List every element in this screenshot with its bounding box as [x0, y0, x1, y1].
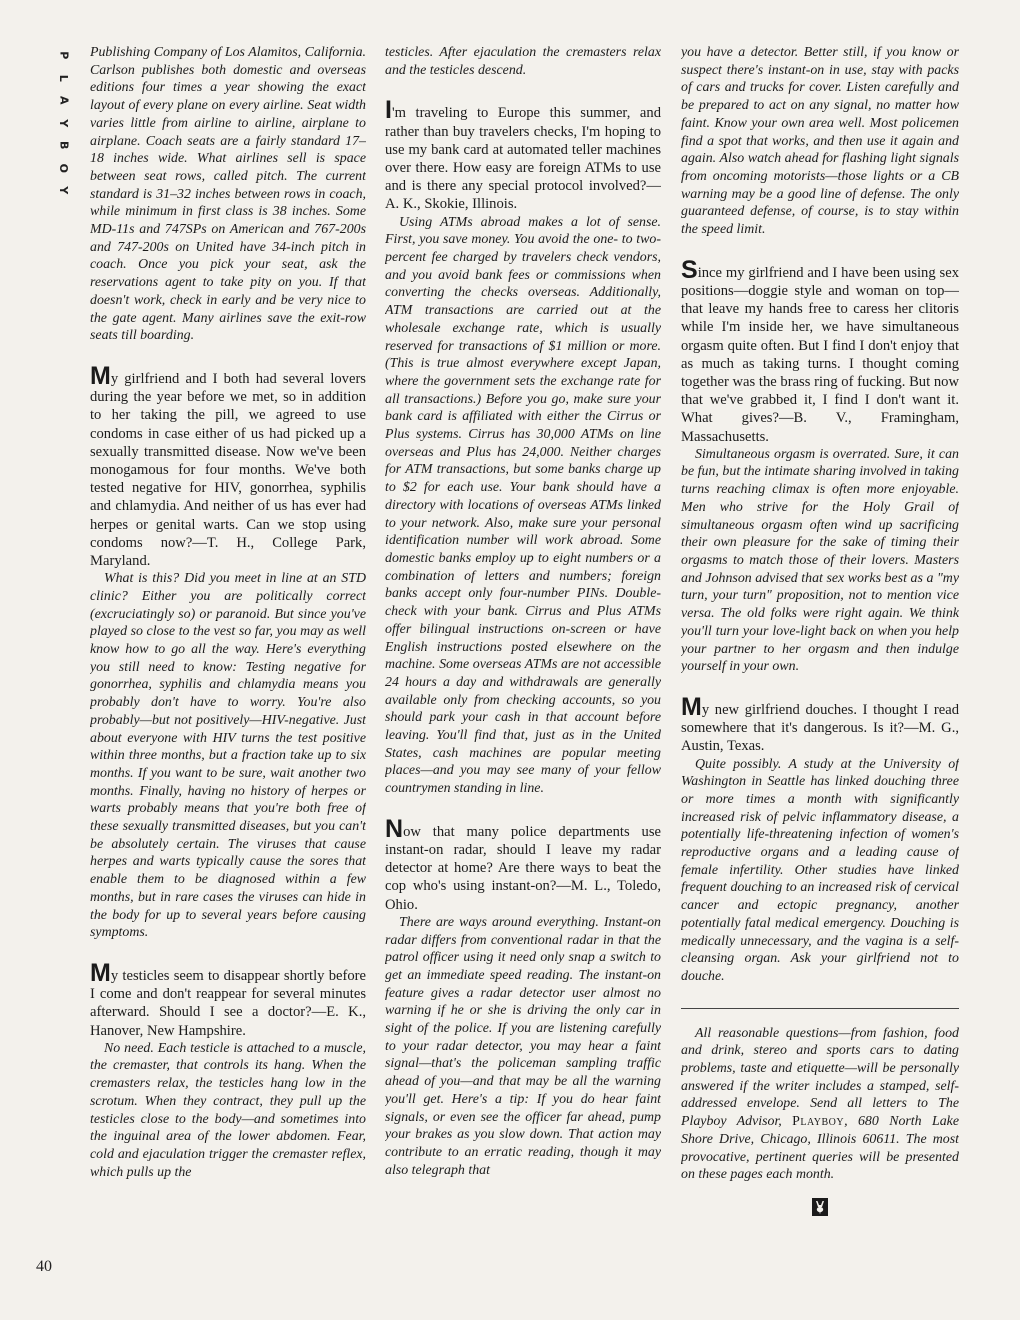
submission-note-text: All reasonable questions—from fashion, food and drink, stereo and sports cars to dating problems, taste and etiquette—will be personally answered if the writer includes a stamped, self-addressed envelope. Send all letters to The Playboy Advisor, — [681, 1025, 959, 1130]
question — [681, 692, 959, 756]
question-text: ince my girlfriend and I have been using sex positions—doggie style and woman on top—that leave my hands free to caress her clitoris while I'm inside her, we have simultaneous orgasm quite often. But I find I don't enjoy that as much as taking turns. I thought coming together was the brass ring of fucking. But now that we've grabbed it, I find I don't want it. What gives?—B. V., Framingham, Massachusetts. — [681, 264, 959, 445]
drop-cap: I — [385, 96, 391, 125]
section-divider — [681, 1008, 959, 1009]
runner-letter: B — [57, 141, 71, 150]
question-text: y girlfriend and I both had several lovers during the year before we met, so in addition to her taking the pill, we agreed to use condoms in case either of us had picked up a sexually transmitted disease. Now we've been monogamous for four months. We've both tested negative for HIV, gonorrhea, syphilis and chlamydia. And neither of us has ever had herpes or genital warts. Can we stop using condoms now?—T. H., College Park, Maryland. — [90, 370, 366, 569]
rabbit-head-icon — [812, 1198, 828, 1216]
drop-cap: M — [90, 361, 110, 390]
runner-letter: O — [57, 163, 71, 173]
answer: Using ATMs abroad makes a lot of sense. First, you save money. You avoid the one- to two-percent fee charged by travelers check vendors, and you avoid bank fees or commissions when converting the checks overseas. Additionally, ATM transactions are carried out at the wholesale exchange rate, which is usually reserved for transactions of $1 million or more. (This is true almost everywhere except Japan, where the government sets the exchange rate for all transactions.) Before you go, make sure your bank card is affiliated with either the Cirrus or Plus systems. Cirrus has 30,000 ATMs on line overseas and Plus has 24,000. Neither charges for ATM transactions, but some banks charge up to $2 for each use. Your bank should have a directory with locations of overseas ATMs linked to your network. Also, make sure your personal identification number will work abroad. Some domestic banks employ up to eight numbers or a combination of letters and numbers; foreign banks accept only four-number PINs. Double-check with your bank. Cirrus and Plus ATMs offer bilingual instructions on-screen or have English instructions posted elsewhere on the machine. Some overseas ATMs are not accessible 24 hours a day and withdrawals are generally available only from checking accounts, so you should park your cash in that account before leaving. You'll find that, just as in the United States, cash machines are popular meeting places—and you may see many of your fellow countrymen standing in line. — [385, 214, 661, 797]
question-text: y new girlfriend douches. I thought I read somewhere that it's dangerous. Is it?—M. G., Austin, Texas. — [681, 701, 959, 755]
answer: Quite possibly. A study at the University of Washington in Seattle has linked douching three or more times a month with significantly increased risk of pelvic inflammatory disease, a potentially life-threatening infection of women's reproductive organs and a leading cause of female infertility. Other studies have linked frequent douching to an increased risk of cervical cancer and ectopic pregnancy, another potentially fatal medical emergency. Douching is medically unnecessary, and the vagina is a self-cleansing organ. Ask your girlfriend not to douche. — [681, 756, 959, 984]
column-2 — [385, 44, 661, 1280]
drop-cap: M — [681, 692, 701, 721]
question — [385, 96, 661, 213]
column-3 — [681, 44, 959, 1280]
submission-note — [681, 1025, 959, 1184]
magazine-runner — [52, 44, 74, 202]
answer: Simultaneous orgasm is overrated. Sure, it can be fun, but the intimate sharing involved in taking turns reaching climax is often more enjoyable. Men who strive for the Holy Grail of simultaneous orgasm often wind up sacrificing their own pleasure for the sake of timing their orgasms to match those of their lovers. Masters and Johnson advised that sex works best as a "my turn, your turn" proposition, not to mention vice versa. The old folks were right again. We think you'll turn your love-light back on when you help your partner to her orgasm and then indulge yourself in your own. — [681, 446, 959, 675]
drop-cap: S — [681, 255, 697, 284]
runner-letter: L — [57, 74, 71, 82]
question — [90, 361, 366, 570]
submission-note-text-end: , 680 North Lake Shore Drive, Chicago, Illinois 60611. The most provocative, pertinent queries will be presented on these pages each month. — [681, 1114, 959, 1183]
answer-continued: you have a detector. Better still, if you know or suspect there's instant-on in use, stay with packs of cars and trucks for cover. Listen carefully and be prepared to act on any signal, no matter how faint. Know your own area well. Most policemen find a spot that works, and then use it again and again. Also watch ahead for flashing light signals from oncoming motorists—those lights or a CB warning may be a good line of defense. The only guaranteed defense, of course, is to stay within the speed limit. — [681, 45, 959, 238]
question — [385, 814, 661, 914]
runner-letter: P — [57, 51, 71, 60]
column-1 — [90, 44, 366, 1280]
answer: No need. Each testicle is attached to a muscle, the cremaster, that controls its hang. When the cremasters relax, the testicles hang low in the scrotum. When they contract, they pull up the testicles close to the body—and sometimes into the inguinal area of the lower abdomen. Fear, cold and ejaculation trigger the cremaster reflex, which pulls up the — [90, 1040, 366, 1180]
question — [681, 255, 959, 446]
question-text: y testicles seem to disappear shortly before I come and don't reappear for several minutes afterward. Should I see a doctor?—E. K., Hanover, New Hampshire. — [90, 967, 366, 1039]
answer-continued: testicles. After ejaculation the cremasters relax and the testicles descend. — [385, 45, 661, 78]
answer-continued: Publishing Company of Los Alamitos, California. Carlson publishes both domestic and overseas editions four times a year showing the exact layout of every plane on every airline. Seat width varies little from airline to airline, airplane to airplane. Coach seats are a fairly standard 17–18 inches wide. What airlines sell is space between seat rows, called pitch. The current standard is 31–32 inches between rows in coach, while minimum in first class is 38 inches. Some MD-11s and 747SPs on American and 767-200s and 747-200s on United have 34-inch pitch in coach. Once you pick your seat, ask the reservations agent to take pity on you. If that doesn't work, check in early and be very nice to the gate agent. Many airlines save the exit-row seats till boarding. — [90, 45, 366, 344]
drop-cap: N — [385, 814, 403, 843]
magazine-name: Playboy — [792, 1114, 845, 1130]
runner-letter: Y — [57, 186, 71, 195]
question-text: ow that many police departments use instant-on radar, should I leave my radar detector at home? Are there ways to beat the cop who's using instant-on?—M. L., Toledo, Ohio. — [385, 823, 661, 913]
question — [90, 958, 366, 1040]
runner-letter: Y — [57, 118, 71, 127]
answer: There are ways around everything. Instant-on radar differs from conventional radar in that the patrol officer using it need only snap a switch to get an immediate speed reading. The instant-on feature gives a radar detector user almost no warning if he or she is driving the only car in sight of the police. If you are listening carefully to your radar detector, you may hear a faint signal—that's the policeman sampling traffic ahead of you—and that may be all the warning you'll get. Here's a tip: If you do hear faint signals, or even see the officer far ahead, pump your brakes as you slow down. That action may contribute to an erratic reading, though it may also telegraph that — [385, 914, 661, 1178]
page-number: 40 — [36, 1258, 52, 1275]
runner-letter: A — [57, 95, 71, 105]
drop-cap: M — [90, 958, 110, 987]
answer: What is this? Did you meet in line at an STD clinic? Either you are politically correct (excruciatingly so) or paranoid. But since you've played so close to the vest so far, you may as well know how to go all the way. Here's everything you still need to know: Testing negative for gonorrhea, syphilis and chlamydia means you probably don't have to worry. You're also probably—but not positively—HIV-negative. Just about everyone with HIV turns the test positive within three months, but a fraction take up to six months. If you want to be sure, wait another two months. Finally, having no history of herpes or warts probably means that you're both free of these sexually transmitted diseases, but you can't be absolutely certain. The viruses that cause herpes and warts typically cause the sores that enable them to be diagnosed within a few months, but in rare cases the viruses can hide in the body for up to several years before causing symptoms. — [90, 571, 366, 941]
question-text: 'm traveling to Europe this summer, and rather than buy travelers checks, I'm hoping to use my bank card at automated teller machines over there. How easy are foreign ATMs to use and is there any special protocol involved?—A. K., Skokie, Illinois. — [385, 105, 661, 213]
